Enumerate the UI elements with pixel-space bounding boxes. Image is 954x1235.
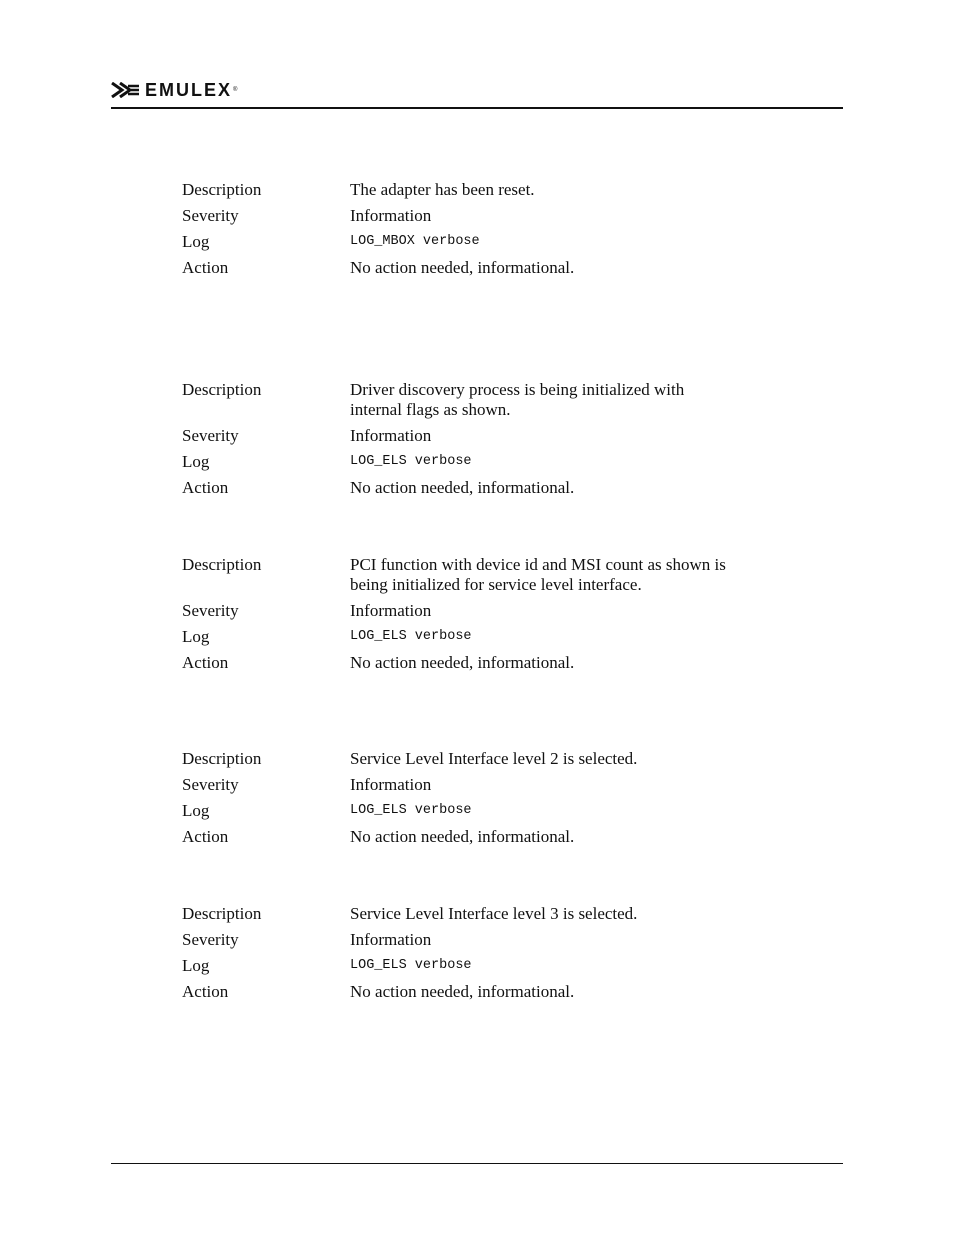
severity-row (182, 775, 742, 795)
action-value: No action needed, informational. (350, 827, 575, 846)
log-value: LOG_ELS verbose (350, 454, 472, 469)
description-label: Description (182, 380, 262, 399)
action-row (182, 827, 742, 847)
severity-value: Information (350, 426, 432, 445)
description-value: Service Level Interface level 3 is selected. (350, 904, 638, 923)
log-label: Log (182, 956, 210, 975)
severity-value: Information (350, 601, 432, 620)
description-value: The adapter has been reset. (350, 180, 535, 199)
message-entry (182, 380, 742, 504)
footer-divider (111, 1163, 843, 1164)
message-entry (182, 180, 742, 284)
log-row (182, 627, 742, 647)
description-label: Description (182, 180, 262, 199)
log-value: LOG_ELS verbose (350, 958, 472, 973)
action-value: No action needed, informational. (350, 478, 575, 497)
severity-label: Severity (182, 601, 239, 620)
action-label: Action (182, 982, 229, 1001)
log-label: Log (182, 232, 210, 251)
severity-label: Severity (182, 206, 239, 225)
log-value: LOG_MBOX verbose (350, 234, 480, 249)
action-label: Action (182, 653, 229, 672)
severity-label: Severity (182, 775, 239, 794)
action-value: No action needed, informational. (350, 258, 575, 277)
action-row (182, 478, 742, 498)
action-row (182, 653, 742, 673)
severity-row (182, 206, 742, 226)
message-entry (182, 904, 742, 1008)
severity-label: Severity (182, 930, 239, 949)
description-row (182, 180, 742, 200)
log-label: Log (182, 627, 210, 646)
log-value: LOG_ELS verbose (350, 629, 472, 644)
action-label: Action (182, 827, 229, 846)
severity-value: Information (350, 775, 432, 794)
severity-row (182, 426, 742, 446)
action-value: No action needed, informational. (350, 653, 575, 672)
description-row (182, 749, 742, 769)
log-label: Log (182, 452, 210, 471)
log-row (182, 452, 742, 472)
severity-value: Information (350, 206, 432, 225)
severity-label: Severity (182, 426, 239, 445)
description-value: Driver discovery process is being initialized with internal flags as shown. (350, 380, 685, 419)
emulex-logo (111, 81, 237, 99)
header-divider (111, 107, 843, 109)
severity-row (182, 930, 742, 950)
brand-name: EMULEX (145, 80, 233, 100)
severity-value: Information (350, 930, 432, 949)
log-value: LOG_ELS verbose (350, 803, 472, 818)
description-label: Description (182, 904, 262, 923)
description-label: Description (182, 749, 262, 768)
log-row (182, 956, 742, 976)
emulex-logo-icon (111, 82, 141, 98)
action-label: Action (182, 478, 229, 497)
trademark-symbol: ® (233, 87, 238, 93)
description-row (182, 555, 742, 595)
log-row (182, 232, 742, 252)
description-value: Service Level Interface level 2 is selected. (350, 749, 638, 768)
message-entry (182, 555, 742, 679)
action-label: Action (182, 258, 229, 277)
action-value: No action needed, informational. (350, 982, 575, 1001)
description-row (182, 904, 742, 924)
description-value: PCI function with device id and MSI count as shown is being initialized for service level interface. (350, 555, 726, 594)
log-label: Log (182, 801, 210, 820)
page-header (111, 78, 843, 108)
action-row (182, 258, 742, 278)
severity-row (182, 601, 742, 621)
action-row (182, 982, 742, 1002)
description-row (182, 380, 742, 420)
message-entry (182, 749, 742, 853)
description-label: Description (182, 555, 262, 574)
log-row (182, 801, 742, 821)
